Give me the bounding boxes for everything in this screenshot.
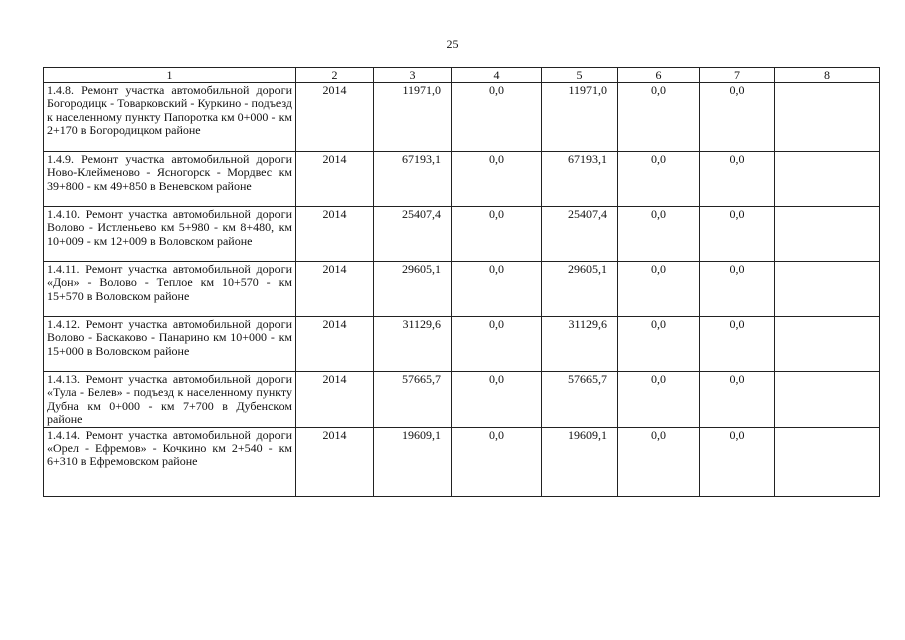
- row-col7: 0,0: [700, 317, 775, 372]
- row-col4: 0,0: [452, 372, 542, 428]
- row-year: 2014: [296, 152, 374, 207]
- row-col7: 0,0: [700, 83, 775, 152]
- header-cell-5: 5: [542, 68, 618, 83]
- row-description: 1.4.11. Ремонт участка автомобильной дороги «Дон» - Волово - Теплое км 10+570 - км 15+570 в Воловском районе: [44, 262, 296, 317]
- row-col5: 29605,1: [542, 262, 618, 317]
- row-year: 2014: [296, 207, 374, 262]
- row-col6: 0,0: [618, 152, 700, 207]
- row-col8: [775, 152, 880, 207]
- row-col4: 0,0: [452, 152, 542, 207]
- row-col5: 25407,4: [542, 207, 618, 262]
- row-col7: 0,0: [700, 428, 775, 497]
- row-description: 1.4.10. Ремонт участка автомобильной дороги Волово - Истленьево км 5+980 - км 8+480, км 10+009 - км 12+009 в Воловском районе: [44, 207, 296, 262]
- row-col7: 0,0: [700, 152, 775, 207]
- table-row: [44, 372, 880, 428]
- table-row: [44, 152, 880, 207]
- row-col6: 0,0: [618, 83, 700, 152]
- row-col5: 57665,7: [542, 372, 618, 428]
- row-col5: 67193,1: [542, 152, 618, 207]
- row-year: 2014: [296, 262, 374, 317]
- table-row: [44, 262, 880, 317]
- row-total: 29605,1: [374, 262, 452, 317]
- row-description: 1.4.8. Ремонт участка автомобильной дороги Богородицк - Товарковский - Куркино - подъезд к населенному пункту Папоротка км 0+000 - км 2+170 в Богородицком районе: [44, 83, 296, 152]
- row-col7: 0,0: [700, 372, 775, 428]
- row-col8: [775, 262, 880, 317]
- row-col7: 0,0: [700, 262, 775, 317]
- row-col4: 0,0: [452, 262, 542, 317]
- page-number: 25: [446, 37, 459, 51]
- row-description: 1.4.9. Ремонт участка автомобильной дороги Ново-Клейменово - Ясногорск - Мордвес км 39+800 - км 49+850 в Веневском районе: [44, 152, 296, 207]
- row-description: 1.4.13. Ремонт участка автомобильной дороги «Тула - Белев» - подъезд к населенному пункту Дубна км 0+000 - км 7+700 в Дубенском районе: [44, 372, 296, 428]
- row-col4: 0,0: [452, 317, 542, 372]
- row-col5: 11971,0: [542, 83, 618, 152]
- row-col4: 0,0: [452, 207, 542, 262]
- row-total: 57665,7: [374, 372, 452, 428]
- row-col5: 19609,1: [542, 428, 618, 497]
- row-col8: [775, 83, 880, 152]
- table-row: [44, 317, 880, 372]
- row-total: 67193,1: [374, 152, 452, 207]
- table-row: [44, 428, 880, 497]
- row-total: 11971,0: [374, 83, 452, 152]
- row-col6: 0,0: [618, 428, 700, 497]
- header-cell-4: 4: [452, 68, 542, 83]
- row-year: 2014: [296, 83, 374, 152]
- row-description: 1.4.14. Ремонт участка автомобильной дороги «Орел - Ефремов» - Кочкино км 2+540 - км 6+310 в Ефремовском районе: [44, 428, 296, 497]
- row-total: 19609,1: [374, 428, 452, 497]
- row-col8: [775, 428, 880, 497]
- row-year: 2014: [296, 428, 374, 497]
- row-col8: [775, 317, 880, 372]
- header-cell-7: 7: [700, 68, 775, 83]
- data-table: [43, 67, 880, 497]
- row-col4: 0,0: [452, 83, 542, 152]
- header-row: [44, 68, 880, 83]
- table-row: [44, 83, 880, 152]
- row-col6: 0,0: [618, 207, 700, 262]
- row-col4: 0,0: [452, 428, 542, 497]
- row-col7: 0,0: [700, 207, 775, 262]
- header-cell-3: 3: [374, 68, 452, 83]
- header-cell-6: 6: [618, 68, 700, 83]
- row-col6: 0,0: [618, 372, 700, 428]
- row-total: 25407,4: [374, 207, 452, 262]
- row-col6: 0,0: [618, 317, 700, 372]
- row-col8: [775, 207, 880, 262]
- table-row: [44, 207, 880, 262]
- row-total: 31129,6: [374, 317, 452, 372]
- header-cell-2: 2: [296, 68, 374, 83]
- row-year: 2014: [296, 317, 374, 372]
- header-cell-8: 8: [775, 68, 880, 83]
- row-col8: [775, 372, 880, 428]
- row-col6: 0,0: [618, 262, 700, 317]
- row-col5: 31129,6: [542, 317, 618, 372]
- header-cell-1: 1: [44, 68, 296, 83]
- row-description: 1.4.12. Ремонт участка автомобильной дороги Волово - Баскаково - Панарино км 10+000 - км 15+000 в Воловском районе: [44, 317, 296, 372]
- row-year: 2014: [296, 372, 374, 428]
